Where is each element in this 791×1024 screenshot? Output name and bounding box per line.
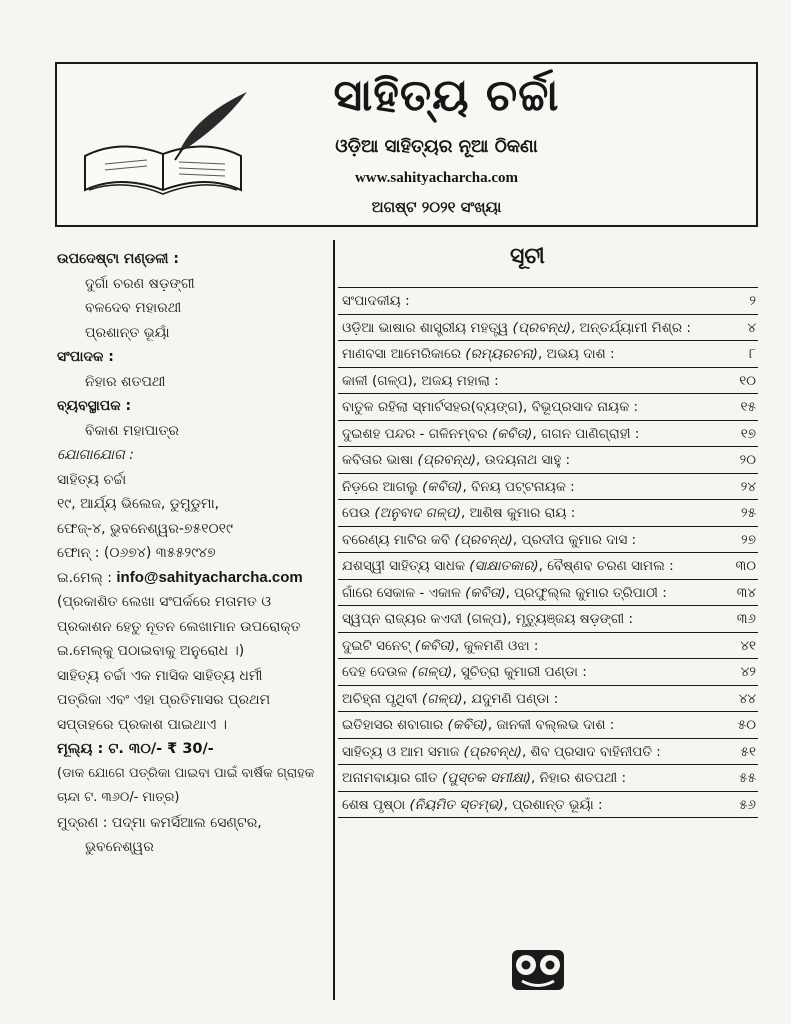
toc-entry-title: ଅନାମବାୟାର ଗୀତ xyxy=(342,770,442,786)
magazine-title: ସାହିତ୍ୟ ଚର୍ଚ୍ଚା xyxy=(333,70,560,121)
toc-page-number: ୮ xyxy=(712,341,756,368)
email-line xyxy=(57,566,329,591)
note-line: (ପ୍ରକାଶିତ ଲେଖା ସଂପର୍କରେ ମତାମତ ଓ xyxy=(57,594,272,610)
toc-entry-title: ବରେଣ୍ୟ ମାଟିର କବି xyxy=(342,531,455,548)
toc-entry-title: ଯଶସ୍ୱୀ ସାହିତ୍ୟ ସାଧକ xyxy=(342,558,470,574)
toc-page-number: ୨୭ xyxy=(712,527,756,554)
toc-entry-genre: (ରମ୍ୟରଚନା) xyxy=(465,346,538,362)
price: ମୂଲ୍ୟ : ଟ. ୩୦/- ₹ 30/- xyxy=(57,741,214,757)
note-line: ସାହିତ୍ୟ ଚର୍ଚ୍ଚା ଏକ ମାସିକ ସାହିତ୍ୟ ଧର୍ମୀ xyxy=(57,667,263,684)
toc-entry-author: , ପ୍ରଫୁଲ୍ଲ କୁମାର ତ୍ରିପାଠୀ : xyxy=(505,584,667,601)
toc-page-number: ୪ xyxy=(712,315,756,342)
toc-entry-author: , ପ୍ରଶାନ୍ତ ଭୂୟାଁ : xyxy=(503,796,603,813)
toc-entry xyxy=(338,315,758,342)
toc-entry-title: ସ୍ୱପ୍ନ ରାଜ୍ୟର କଏଦୀ (ଗଳ୍ପ), ମୃତ୍ୟୁଞ୍ଜୟ ଷଡ଼ଙ୍ଗୀ : xyxy=(342,611,634,627)
note-line: ପତ୍ରିକା ଏବଂ ଏହା ପ୍ରତିମାସର ପ୍ରଥମ xyxy=(57,692,271,708)
toc-entry-genre: (ପୁସ୍ତକ ସମୀକ୍ଷା) xyxy=(441,770,532,786)
subscription-line: (ଡାକ ଯୋଗେ ପତ୍ରିକା ପାଇବା ପାଇଁ ବାର୍ଷିକ ଗ୍ରାହକ xyxy=(57,765,315,781)
toc-entry-genre: (ପ୍ରବନ୍ଧ) xyxy=(512,319,572,336)
toc-page-number: ୨୪ xyxy=(712,474,756,501)
toc-entry-title: ବାତୁଳ ରହିଲା ସ୍ମାର୍ଟସହର(ବ୍ୟଙ୍ଗ), ବିଭୂପ୍ରସାଦ ନାୟକ : xyxy=(342,399,639,415)
note-line: ପ୍ରକାଶନ ହେତୁ ନୂତନ ଲେଖାମାନ ଉପରୋକ୍ତ xyxy=(57,618,301,635)
advisors-heading: ଉପଦେଷ୍ଟା ମଣ୍ଡଳୀ : xyxy=(57,251,179,267)
toc-entry xyxy=(338,659,758,686)
toc-page-number: ୧୫ xyxy=(712,394,756,421)
advisor-name: ବଳଦେବ ମହାରଥୀ xyxy=(85,300,182,316)
toc-entry xyxy=(338,712,758,739)
toc-entry-author: , ଗଗନ ପାଣିଗ୍ରାହୀ : xyxy=(532,425,640,442)
email-link[interactable]: info@sahityacharcha.com xyxy=(116,568,303,586)
toc-entry xyxy=(338,341,758,368)
toc-page-number: ୩୦ xyxy=(712,553,756,580)
toc-entry-genre: (କବିତା) xyxy=(465,584,506,601)
toc-entry-title: ଶେଷ ପୃଷ୍ଠା xyxy=(342,796,410,813)
toc-entry-author: , ନିହାର ଶତପଥୀ : xyxy=(531,770,627,786)
note-line: ସପ୍ତାହରେ ପ୍ରକାଶ ପାଇଥାଏ । xyxy=(57,716,228,733)
toc-entry-author: , ଉଦୟନାଥ ସାହୁ : xyxy=(476,452,571,468)
toc-page-number: ୫୦ xyxy=(712,712,756,739)
toc-page-number: ୨ xyxy=(712,288,756,315)
toc-page-number: ୧୦ xyxy=(712,368,756,395)
manager-name: ବିକାଶ ମହାପାତ୍ର xyxy=(85,422,180,439)
toc-entry-title: ମାଣବସା ଆମେରିକାରେ xyxy=(342,346,466,362)
toc-entry-genre: (କବିତା) xyxy=(447,717,488,733)
toc-entry-author: , ଆଶିଷ କୁମାର ରାୟ : xyxy=(460,505,576,521)
toc-entry-author: , ଶିବ ପ୍ରସାଦ ବାହିନୀପତି : xyxy=(521,743,661,760)
toc-page-number: ୫୫ xyxy=(712,765,756,792)
toc-entry-author: , ଯଦୁମଣି ପଣ୍ଡା : xyxy=(462,690,559,707)
toc-entry-author: , ବୈଷ୍ଣବ ଚରଣ ସାମଲ : xyxy=(538,558,674,574)
toc-entry-title: ଦୁଇଶହ ପନ୍ଦର - ଗଳିନମ୍ବର xyxy=(342,425,492,442)
toc-entry-title: ଇତିହାସର ଶବାଗାର xyxy=(342,717,448,733)
jagannath-mascot-icon xyxy=(510,948,566,992)
toc-page-number: ୪୪ xyxy=(712,686,756,713)
toc-entry xyxy=(338,447,758,474)
editor-name: ନିହାର ଶତପଥୀ xyxy=(85,373,166,390)
advisor-name: ଦୁର୍ଗା ଚରଣ ଷଡ଼ଙ୍ଗୀ xyxy=(85,275,195,292)
contact-line: ୧୯, ଆର୍ଯ୍ୟ ଭିଲେଜ, ଡୁମୁଡୁମା, xyxy=(57,496,220,512)
tagline: ଓଡ଼ିଆ ସାହିତ୍ୟର ନୂଆ ଠିକଣା xyxy=(335,136,538,157)
toc-entry-title: ଗାଁରେ ସେକାଳ - ଏକାଳ xyxy=(342,584,466,601)
toc-entry-author: , ପ୍ରଦୀପ କୁମାର ଦାସ : xyxy=(512,531,637,548)
toc-entry-author: , ଅନ୍ତର୍ଯ୍ୟାମୀ ମିଶ୍ର : xyxy=(571,319,691,336)
toc-entry xyxy=(338,394,758,421)
toc-entry-title: ଦେହ ଦେଉଳ xyxy=(342,664,412,680)
phone-line: ଫୋନ୍ : (୦୬୭୪) ୩୫୫୨୯୪୭ xyxy=(57,545,216,561)
note-line: ଇ.ମେଲ୍‌କୁ ପଠାଇବାକୁ ଅନୁରୋଧ ।) xyxy=(57,643,245,659)
toc-entry-title: ଓଡ଼ିଆ ଭାଷାର ଶାସ୍ତ୍ରୀୟ ମହତ୍ତ୍ୱ xyxy=(342,319,513,336)
contact-heading: ଯୋଗାଯୋଗ : xyxy=(57,447,134,463)
issue-date: ଅଗଷ୍ଟ ୨୦୨୧ ସଂଖ୍ୟା xyxy=(371,198,502,216)
toc-entry-title: ସାହିତ୍ୟ ଓ ଆମ ସମାଜ xyxy=(342,743,464,760)
toc-entry-title: ଦୁଇଟି ସନେଟ୍ xyxy=(342,637,415,654)
contact-line: ଫେଜ୍-୪, ଭୁବନେଶ୍ୱର-୭୫୧୦୧୯ xyxy=(57,520,233,537)
toc-entry-genre: (ପ୍ରବନ୍ଧ) xyxy=(463,743,522,760)
toc-entry xyxy=(338,288,758,315)
subscription-line: ଚାନ୍ଦା ଟ. ୩୬୦/- ମାତ୍ର) xyxy=(57,790,180,805)
toc-entry xyxy=(338,580,758,607)
toc-entry xyxy=(338,421,758,448)
toc-entry-author: , ଜାନକୀ ବଲ୍ଲଭ ଦାଶ : xyxy=(487,717,615,733)
toc-entry xyxy=(338,368,758,395)
toc-entry xyxy=(338,500,758,527)
toc-entry-genre: (ଗଳ୍ପ) xyxy=(411,664,453,680)
toc-heading: ସୂଚୀ xyxy=(510,244,545,269)
toc-page-number: ୫୬ xyxy=(712,792,756,819)
toc-entry-author: , ଅଭୟ ଦାଶ : xyxy=(537,346,615,362)
toc-entry-genre: (ପ୍ରବନ୍ଧ) xyxy=(454,531,513,548)
toc-entry-genre: (କବିତା) xyxy=(422,478,463,495)
toc-page-number: ୧୭ xyxy=(712,421,756,448)
toc-entry-genre: (ଗଳ୍ପ) xyxy=(421,690,463,707)
toc-entry xyxy=(338,474,758,501)
editor-heading: ସଂପାଦକ : xyxy=(57,349,114,365)
printer-line: ଭୁବନେଶ୍ୱର xyxy=(85,839,154,855)
advisor-name: ପ୍ରଶାନ୍ତ ଭୂୟାଁ xyxy=(85,324,170,341)
toc-entry-author: , ସୁଚିତ୍ରା କୁମାରୀ ପଣ୍ଡା : xyxy=(452,664,587,680)
toc-entry xyxy=(338,686,758,713)
contact-line: ସାହିତ୍ୟ ଚର୍ଚ୍ଚା xyxy=(57,471,127,488)
toc-page-number: ୨୫ xyxy=(712,500,756,527)
toc-entry xyxy=(338,633,758,660)
toc-entry-title: କବିତାର ଭାଷା xyxy=(342,452,418,468)
toc-entry xyxy=(338,739,758,766)
toc-entry-genre: (କବିତା) xyxy=(491,425,533,442)
toc-entry-title: କାଳୀ (ଗଳ୍ପ), ଅଜୟ ମହାଲା : xyxy=(342,372,499,389)
toc-entry-title: ନିଡ଼ରେ ଆଗଲୁ xyxy=(342,478,423,495)
colophon xyxy=(57,247,329,860)
email-label: ଇ.ମେଲ୍ : xyxy=(57,569,112,586)
toc-page-number: ୨୦ xyxy=(712,447,756,474)
toc-entry-genre: (କବିତା) xyxy=(414,637,456,654)
website-link[interactable]: www.sahityacharcha.com xyxy=(354,170,519,186)
toc-entry xyxy=(338,527,758,554)
toc-entry-title: ପେଉ xyxy=(342,505,375,521)
toc-page-number: ୩୬ xyxy=(712,606,756,633)
toc-entry-author: , ବିନୟ ପଟ୍ଟନାୟକ : xyxy=(462,478,575,495)
toc-page-number: ୪୧ xyxy=(712,633,756,660)
toc-entry-author: , କୁଳମଣି ଓଝା : xyxy=(455,637,539,654)
toc-entry-genre: (ପ୍ରବନ୍ଧ) xyxy=(417,452,476,468)
toc-entry xyxy=(338,606,758,633)
toc-page-number: ୫୧ xyxy=(712,739,756,766)
masthead xyxy=(55,62,758,227)
toc-entry xyxy=(338,553,758,580)
toc-page-number: ୩୪ xyxy=(712,580,756,607)
toc-entry-genre: (ନିୟମିତ ସ୍ତମ୍ଭ) xyxy=(409,796,504,813)
manager-heading: ବ୍ୟବସ୍ଥାପକ : xyxy=(57,398,132,414)
toc-page-number: ୪୨ xyxy=(712,659,756,686)
printer-line: ମୁଦ୍ରଣ : ପଦ୍ମା କମର୍ସିଆଲ ସେଣ୍ଟର, xyxy=(57,814,262,831)
toc-entry-title: ଅଚିହ୍ନା ପୃଥିବୀ xyxy=(342,690,422,707)
toc-entry xyxy=(338,792,758,819)
column-divider xyxy=(333,240,335,1000)
toc-entry-genre: (ଅନୁବାଦ ଗଳ୍ପ) xyxy=(374,505,461,521)
table-of-contents xyxy=(338,287,758,818)
toc-entry-title: ସଂପାଦକୀୟ : xyxy=(342,293,410,309)
toc-entry-genre: (ସାକ୍ଷାତକାର) xyxy=(469,558,539,574)
toc-entry xyxy=(338,765,758,792)
